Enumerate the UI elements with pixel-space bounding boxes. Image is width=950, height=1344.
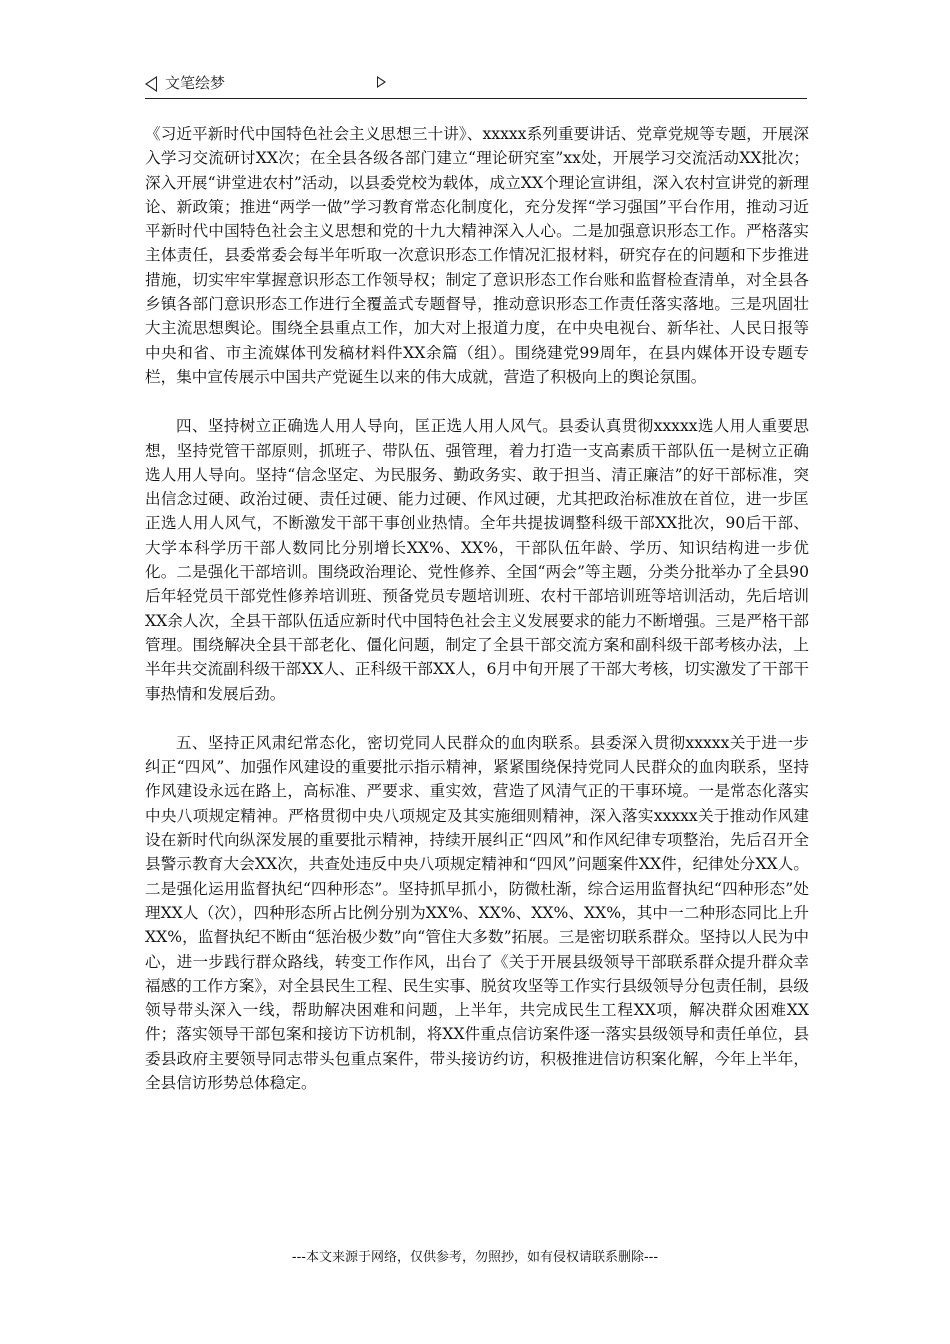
triangle-right-icon xyxy=(377,76,386,88)
header-brand: 文笔绘梦 xyxy=(165,74,226,92)
page-header xyxy=(145,72,807,99)
triangle-left-icon xyxy=(145,76,157,92)
document-body xyxy=(145,122,809,1095)
paragraph-gap xyxy=(145,706,809,731)
paragraph-section-five: 五、坚持正风肃纪常态化，密切党同人民群众的血肉联系。县委深入贯彻xxxxx关于进一步纠正“四风”、加强作风建设的重要批示指示精神，紧紧围绕保持党同人民群众的血肉联系，坚持作风建设永远在路上，高标准、严要求、重实效，营造了风清气正的干事环境。一是常态化落实中央八项规定精神。严格贯彻中央八项规定及其实施细则精神，深入落实xxxxx关于推动作风建设在新时代向纵深发展的重要批示精神，持续开展纠正“四风”和作风纪律专项整治，先后召开全县警示教育大会XX次，共查处违反中央八项规定精神和“四风”问题案件XX件，纪律处分XX人。二是强化运用监督执纪“四种形态”。坚持抓早抓小，防微杜渐，综合运用监督执纪“四种形态”处理XX人（次），四种形态所占比例分别为XX%、XX%、XX%、XX%，其中一二种形态同比上升XX%，监督执纪不断由“惩治极少数”向“管住大多数”拓展。三是密切联系群众。坚持以人民为中心，进一步践行群众路线，转变工作作风，出台了《关于开展县级领导干部联系群众提升群众幸福感的工作方案》，对全县民生工程、民生实事、脱贫攻坚等工作实行县级领导分包责任制，县级领导带头深入一线，帮助解决困难和问题，上半年，共完成民生工程XX项，解决群众困难XX件；落实领导干部包案和接访下访机制，将XX件重点信访案件逐一落实县级领导和责任单位，县委县政府主要领导同志带头包重点案件，带头接访约访，积极推进信访积案化解，今年上半年，全县信访形势总体稳定。 xyxy=(145,733,809,1092)
paragraph-gap xyxy=(145,389,809,414)
paragraph-section-four: 四、坚持树立正确选人用人导向，匡正选人用人风气。县委认真贯彻xxxxx选人用人重要思想，坚持党管干部原则，抓班子、带队伍、强管理，着力打造一支高素质干部队伍一是树立正确选人用人导向。坚持“信念坚定、为民服务、勤政务实、敢于担当、清正廉洁”的好干部标准，突出信念过硬、政治过硬、责任过硬、能力过硬、作风过硬，尤其把政治标准放在首位，进一步匡正选人用人风气，不断激发干部干事创业热情。全年共提拔调整科级干部XX批次，90后干部、大学本科学历干部人数同比分别增长XX%、XX%，干部队伍年龄、学历、知识结构进一步优化。二是强化干部培训。围绕政治理论、党性修养、全国“两会”等主题，分类分批举办了全县90后年轻党员干部党性修养培训班、预备党员专题培训班、农村干部培训班等培训活动，先后培训XX余人次，全县干部队伍适应新时代中国特色社会主义发展要求的能力不断增强。三是严格干部管理。围绕解决全县干部老化、僵化问题，制定了全县干部交流方案和副科级干部考核办法，上半年共交流副科级干部XX人、正科级干部XX人，6月中旬开展了干部大考核，切实激发了干部干事热情和发展后劲。 xyxy=(145,417,809,703)
paragraph-continuation: 《习近平新时代中国特色社会主义思想三十讲》、xxxxx系列重要讲话、党章党规等专题，开展深入学习交流研讨XX次；在全县各级各部门建立“理论研究室”xx处，开展学习交流活动XX批次；深入开展“讲堂进农村”活动，以县委党校为载体，成立XX个理论宣讲组，深入农村宣讲党的新理论、新政策；推进“两学一做”学习教育常态化制度化，充分发挥“学习强国”平台作用，推动习近平新时代中国特色社会主义思想和党的十九大精神深入人心。二是加强意识形态工作。严格落实主体责任，县委常委会每半年听取一次意识形态工作情况汇报材料，研究存在的问题和下步推进措施，切实牢牢掌握意识形态工作领导权；制定了意识形态工作台账和监督检查清单，对全县各乡镇各部门意识形态工作进行全覆盖式专题督导，推动意识形态工作责任落实落地。三是巩固壮大主流思想舆论。围绕全县重点工作，加大对上报道力度，在中央电视台、新华社、人民日报等中央和省、市主流媒体刊发稿材料件XX余篇（组）。围绕建党99周年，在县内媒体开设专题专栏，集中宣传展示中国共产党诞生以来的伟大成就，营造了积极向上的舆论氛围。 xyxy=(145,125,809,386)
footer-disclaimer: ---本文来源于网络，仅供参考，勿照抄，如有侵权请联系删除--- xyxy=(291,1250,659,1265)
